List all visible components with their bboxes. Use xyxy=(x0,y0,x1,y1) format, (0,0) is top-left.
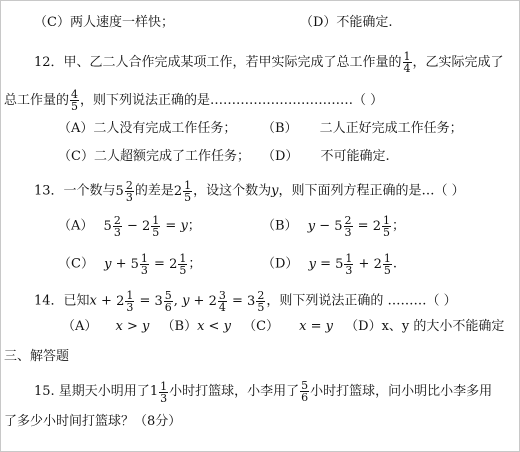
q15-text-1: 15. 星期天小明用了 xyxy=(34,384,150,399)
q13-variable: y xyxy=(271,183,279,199)
whole: 1 xyxy=(149,384,159,399)
whole: 5 xyxy=(115,183,124,199)
q15-text-3: 小时打篮球，问小明比小李多用 xyxy=(310,384,493,399)
q12-fraction-1 xyxy=(403,51,412,74)
q13-option-a: （A） 5 $\frac{2}{3}$ − 2 $\frac{1}{5}$ = y； xyxy=(58,214,201,239)
option-text: 二人超额完成了工作任务； xyxy=(93,149,250,164)
option-label: （C） xyxy=(58,256,94,272)
denominator: 3 xyxy=(125,191,133,204)
q15-mixed xyxy=(150,381,169,404)
q15-fraction xyxy=(300,380,309,403)
q13-option-b: （B） y − 5 $\frac{2}{3}$ = 2 $\frac{1}{5}$ ； xyxy=(262,214,405,239)
q13-text-1: 13．一个数与 xyxy=(34,183,116,199)
q13-mixed-1 xyxy=(116,180,135,203)
section-heading: 三、解答题 xyxy=(4,349,70,364)
option-a-label: （A） xyxy=(62,319,98,334)
option-b-text: x < y xyxy=(197,319,231,334)
q12-text-3: 总工作量的 xyxy=(4,93,70,108)
q13-mixed-2 xyxy=(174,180,193,203)
option-label: （B） xyxy=(262,121,298,136)
q12-option-a xyxy=(58,121,236,137)
denominator: 3 xyxy=(160,391,168,405)
option-c-text: x = y xyxy=(299,319,333,334)
q15-stem-line2: 了多少小时间打篮球？（8分） xyxy=(4,414,182,429)
option-label: （A） xyxy=(58,121,94,136)
q11-option-c: （C）两人速度一样快； xyxy=(34,15,174,30)
numerator: 1 xyxy=(403,50,411,63)
option-d-label: （D） xyxy=(345,319,382,334)
option-a-text: x > y xyxy=(115,319,150,334)
option-text: 二人没有完成工作任务； xyxy=(93,121,237,136)
numerator: 1 xyxy=(184,179,192,192)
option-label: （A） xyxy=(58,218,94,234)
option-b-label: （B） xyxy=(161,319,198,334)
option-label: （B） xyxy=(262,218,298,234)
numerator: 2 xyxy=(125,179,133,192)
option-c-label: （C） xyxy=(243,319,280,334)
q11-option-d: （D）不能确定. xyxy=(300,15,393,30)
denominator: 5 xyxy=(184,191,192,204)
q12-option-d xyxy=(262,149,390,165)
q12-text-1: 12．甲、乙二人合作完成某项工作，若甲实际完成了总工作量的 xyxy=(34,55,402,70)
q12-option-c xyxy=(58,149,250,165)
denominator: 5 xyxy=(71,100,79,113)
q12-stem-line1 xyxy=(34,51,504,74)
option-label: （C） xyxy=(58,149,94,164)
numerator: 1 xyxy=(160,379,168,393)
numerator: 4 xyxy=(71,88,79,101)
q12-text-4: ，则下列说法正确的是……………………………（ ） xyxy=(80,93,384,108)
whole: 2 xyxy=(173,183,183,199)
denominator: 4 xyxy=(403,62,411,75)
q12-text-2: ，乙实际完成了 xyxy=(412,55,504,70)
q13-text-3: ，设这个数为 xyxy=(193,183,272,199)
q14-text-2: ，则下列说法正确的 ………（ ） xyxy=(266,293,457,309)
q13-text-2: 的差是 xyxy=(134,183,174,199)
q15-text-2: 小时打篮球，小李用了 xyxy=(169,384,300,399)
denominator: 6 xyxy=(301,391,309,404)
numerator: 5 xyxy=(301,379,309,392)
q15-stem-line1 xyxy=(34,380,492,404)
option-label: （D） xyxy=(262,149,299,164)
q12-fraction-2 xyxy=(70,89,79,112)
q13-text-4: ，则下面列方程正确的是…（ ） xyxy=(278,183,465,199)
option-text: 二人正好完成工作任务； xyxy=(319,121,463,136)
option-d-text: x、y 的大小不能确定 xyxy=(381,319,505,334)
q14-text-1: 14．已知 xyxy=(34,293,90,309)
option-text: 不可能确定. xyxy=(320,149,390,164)
q13-option-c: （C） y + 5 $\frac{1}{3}$ = 2 $\frac{1}{5}$ ； xyxy=(58,252,202,277)
q12-option-b xyxy=(262,121,463,137)
q13-option-d: （D） y = 5 $\frac{1}{3}$ + 2 $\frac{1}{5}$ . xyxy=(262,252,397,277)
option-label: （D） xyxy=(262,256,299,272)
q14-stem: 14．已知x + 2 $\frac{1}{3}$ = 3 $\frac{5}{6}$ , y + 2 $\frac{3}{4}$ = 3 $\frac{2}{5}$ ，则下列说法正确的 ………（ ） xyxy=(34,289,457,314)
q13-stem xyxy=(34,180,465,203)
q12-stem-line2 xyxy=(4,89,383,112)
q14-options xyxy=(62,319,504,335)
